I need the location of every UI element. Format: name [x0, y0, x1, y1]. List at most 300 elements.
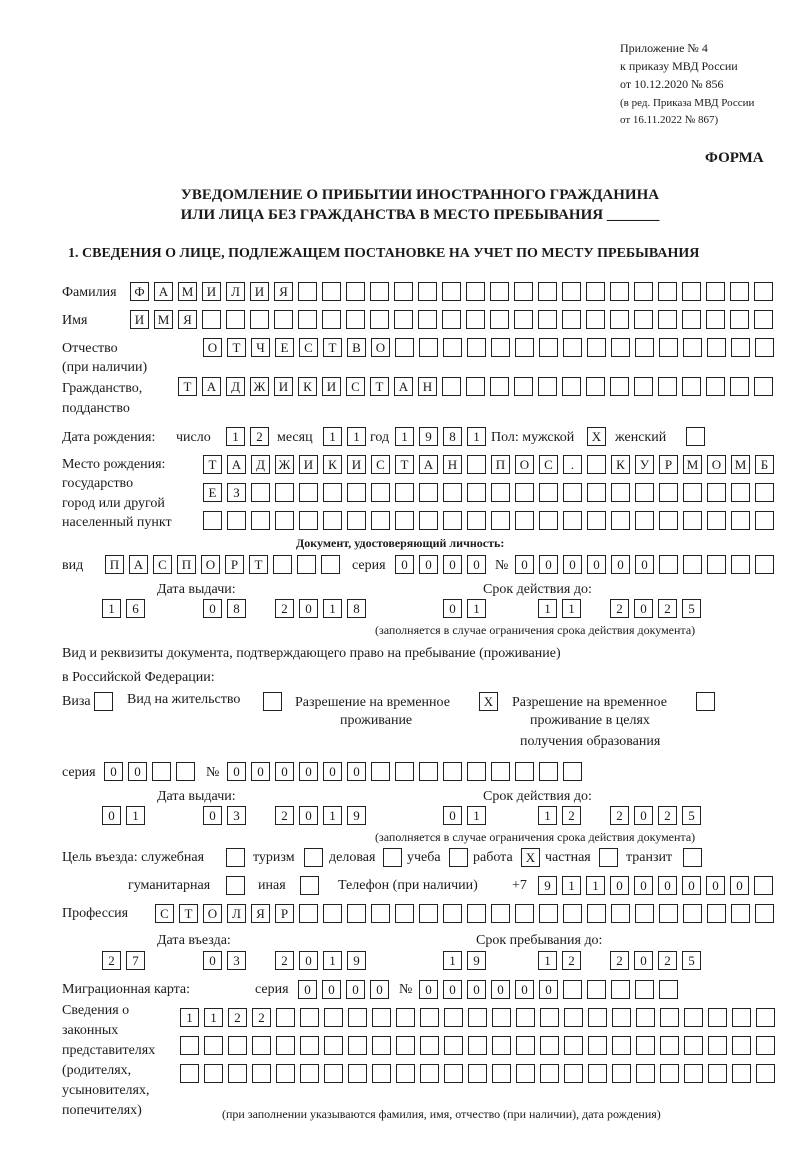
char-box-surname[interactable]	[490, 282, 509, 301]
char-box-birthplace-3[interactable]	[755, 511, 774, 530]
char-box-reps-2[interactable]	[324, 1036, 343, 1055]
char-box-profession[interactable]	[539, 904, 558, 923]
char-box-name[interactable]: М	[154, 310, 173, 329]
checkbox-p-transit[interactable]	[683, 848, 702, 867]
char-box-reps-3[interactable]	[684, 1064, 703, 1083]
char-box-birthplace-3[interactable]	[659, 511, 678, 530]
char-box-profession[interactable]	[587, 904, 606, 923]
char-box-id-kind[interactable]: О	[201, 555, 220, 574]
char-box-citizenship[interactable]	[562, 377, 581, 396]
char-box-reps-1[interactable]: 2	[252, 1008, 271, 1027]
char-box-reps-1[interactable]	[588, 1008, 607, 1027]
char-box-id-number[interactable]: 0	[587, 555, 606, 574]
char-box-id-kind[interactable]	[297, 555, 316, 574]
char-box-profession[interactable]	[563, 904, 582, 923]
char-box-id-valid-year[interactable]: 0	[634, 599, 653, 618]
char-box-id-valid-month[interactable]: 1	[562, 599, 581, 618]
char-box-name[interactable]	[466, 310, 485, 329]
char-box-reps-3[interactable]	[612, 1064, 631, 1083]
char-box-patronymic[interactable]	[683, 338, 702, 357]
char-box-surname[interactable]	[634, 282, 653, 301]
char-box-birthplace-2[interactable]	[347, 483, 366, 502]
char-box-birthplace-2[interactable]: З	[227, 483, 246, 502]
char-box-reps-1[interactable]	[732, 1008, 751, 1027]
char-box-id-kind[interactable]: П	[177, 555, 196, 574]
char-box-name[interactable]	[706, 310, 725, 329]
checkbox-residence[interactable]	[263, 692, 282, 711]
char-box-birth-month[interactable]: 1	[323, 427, 342, 446]
char-box-surname[interactable]: Ф	[130, 282, 149, 301]
char-box-birthplace-2[interactable]	[539, 483, 558, 502]
char-box-patronymic[interactable]	[635, 338, 654, 357]
char-box-citizenship[interactable]: Т	[178, 377, 197, 396]
char-box-entry-year[interactable]: 1	[323, 951, 342, 970]
checkbox-p-work[interactable]: X	[521, 848, 540, 867]
char-box-name[interactable]	[322, 310, 341, 329]
char-box-reps-2[interactable]	[492, 1036, 511, 1055]
char-box-profession[interactable]: Р	[275, 904, 294, 923]
char-box-birthplace-1[interactable]: Б	[755, 455, 774, 474]
char-box-surname[interactable]	[538, 282, 557, 301]
char-box-birthplace-1[interactable]: И	[299, 455, 318, 474]
char-box-id-valid-day[interactable]: 1	[467, 599, 486, 618]
char-box-reps-1[interactable]	[276, 1008, 295, 1027]
char-box-profession[interactable]: Л	[227, 904, 246, 923]
char-box-reps-1[interactable]: 1	[180, 1008, 199, 1027]
char-box-reps-2[interactable]	[228, 1036, 247, 1055]
char-box-citizenship[interactable]	[514, 377, 533, 396]
char-box-profession[interactable]: Т	[179, 904, 198, 923]
char-box-phone[interactable]: 0	[706, 876, 725, 895]
char-box-surname[interactable]	[586, 282, 605, 301]
char-box-citizenship[interactable]	[706, 377, 725, 396]
checkbox-p-business[interactable]	[383, 848, 402, 867]
char-box-birthplace-1[interactable]: П	[491, 455, 510, 474]
char-box-profession[interactable]	[371, 904, 390, 923]
char-box-birthplace-2[interactable]	[323, 483, 342, 502]
char-box-birthplace-2[interactable]	[563, 483, 582, 502]
char-box-name[interactable]	[682, 310, 701, 329]
char-box-mc-number[interactable]	[587, 980, 606, 999]
char-box-birthplace-1[interactable]: А	[419, 455, 438, 474]
char-box-name[interactable]	[634, 310, 653, 329]
char-box-reps-2[interactable]	[396, 1036, 415, 1055]
char-box-id-number[interactable]: 0	[539, 555, 558, 574]
char-box-citizenship[interactable]	[466, 377, 485, 396]
char-box-entry-month[interactable]: 0	[203, 951, 222, 970]
char-box-patronymic[interactable]	[731, 338, 750, 357]
char-box-reps-1[interactable]	[348, 1008, 367, 1027]
char-box-birthplace-3[interactable]	[371, 511, 390, 530]
char-box-birthplace-2[interactable]: Е	[203, 483, 222, 502]
char-box-phone[interactable]: 0	[682, 876, 701, 895]
char-box-name[interactable]: Я	[178, 310, 197, 329]
char-box-surname[interactable]	[730, 282, 749, 301]
char-box-stay-day[interactable]: 1	[443, 951, 462, 970]
char-box-reps-2[interactable]	[708, 1036, 727, 1055]
char-box-reps-1[interactable]: 1	[204, 1008, 223, 1027]
char-box-birthplace-3[interactable]	[419, 511, 438, 530]
char-box-reps-3[interactable]	[228, 1064, 247, 1083]
checkbox-temp-residence[interactable]: X	[479, 692, 498, 711]
char-box-birthplace-1[interactable]: О	[707, 455, 726, 474]
char-box-right-valid-day[interactable]: 0	[443, 806, 462, 825]
char-box-profession[interactable]	[755, 904, 774, 923]
char-box-birthplace-3[interactable]	[275, 511, 294, 530]
char-box-birthplace-2[interactable]	[371, 483, 390, 502]
char-box-birthplace-1[interactable]	[587, 455, 606, 474]
char-box-id-valid-year[interactable]: 2	[610, 599, 629, 618]
char-box-birthplace-1[interactable]: К	[323, 455, 342, 474]
char-box-birthplace-3[interactable]	[395, 511, 414, 530]
char-box-citizenship[interactable]: А	[202, 377, 221, 396]
char-box-mc-number[interactable]	[563, 980, 582, 999]
char-box-name[interactable]	[730, 310, 749, 329]
char-box-id-series[interactable]: 0	[419, 555, 438, 574]
char-box-mc-series[interactable]: 0	[298, 980, 317, 999]
char-box-surname[interactable]: И	[250, 282, 269, 301]
char-box-id-kind[interactable]: Т	[249, 555, 268, 574]
char-box-right-valid-year[interactable]: 5	[682, 806, 701, 825]
char-box-birthplace-1[interactable]: М	[731, 455, 750, 474]
char-box-name[interactable]	[346, 310, 365, 329]
char-box-reps-2[interactable]	[276, 1036, 295, 1055]
char-box-citizenship[interactable]: А	[394, 377, 413, 396]
char-box-id-number[interactable]	[683, 555, 702, 574]
char-box-id-series[interactable]: 0	[467, 555, 486, 574]
char-box-id-number[interactable]: 0	[635, 555, 654, 574]
char-box-birthplace-2[interactable]	[683, 483, 702, 502]
char-box-id-valid-year[interactable]: 2	[658, 599, 677, 618]
char-box-stay-day[interactable]: 9	[467, 951, 486, 970]
char-box-reps-1[interactable]	[564, 1008, 583, 1027]
char-box-id-kind[interactable]: Р	[225, 555, 244, 574]
char-box-reps-3[interactable]	[324, 1064, 343, 1083]
char-box-name[interactable]	[538, 310, 557, 329]
char-box-reps-3[interactable]	[276, 1064, 295, 1083]
char-box-name[interactable]	[226, 310, 245, 329]
char-box-patronymic[interactable]: О	[371, 338, 390, 357]
char-box-patronymic[interactable]	[755, 338, 774, 357]
char-box-patronymic[interactable]	[443, 338, 462, 357]
char-box-profession[interactable]	[347, 904, 366, 923]
char-box-reps-3[interactable]	[516, 1064, 535, 1083]
char-box-entry-day[interactable]: 7	[126, 951, 145, 970]
char-box-patronymic[interactable]	[707, 338, 726, 357]
char-box-right-number[interactable]	[467, 762, 486, 781]
char-box-reps-3[interactable]	[636, 1064, 655, 1083]
char-box-citizenship[interactable]	[682, 377, 701, 396]
char-box-reps-1[interactable]	[684, 1008, 703, 1027]
char-box-stay-year[interactable]: 0	[634, 951, 653, 970]
char-box-birthplace-2[interactable]	[659, 483, 678, 502]
char-box-reps-3[interactable]	[420, 1064, 439, 1083]
char-box-birthplace-2[interactable]	[515, 483, 534, 502]
char-box-birthplace-2[interactable]	[299, 483, 318, 502]
char-box-reps-1[interactable]	[468, 1008, 487, 1027]
char-box-right-valid-year[interactable]: 0	[634, 806, 653, 825]
char-box-name[interactable]	[490, 310, 509, 329]
char-box-stay-month[interactable]: 2	[562, 951, 581, 970]
char-box-right-number[interactable]	[491, 762, 510, 781]
char-box-id-valid-day[interactable]: 0	[443, 599, 462, 618]
char-box-citizenship[interactable]	[586, 377, 605, 396]
char-box-profession[interactable]: Я	[251, 904, 270, 923]
char-box-right-issue-day[interactable]: 0	[102, 806, 121, 825]
char-box-patronymic[interactable]: Т	[227, 338, 246, 357]
char-box-reps-3[interactable]	[660, 1064, 679, 1083]
char-box-reps-3[interactable]	[204, 1064, 223, 1083]
char-box-id-series[interactable]: 0	[395, 555, 414, 574]
char-box-reps-2[interactable]	[468, 1036, 487, 1055]
char-box-phone[interactable]: 9	[538, 876, 557, 895]
char-box-surname[interactable]	[562, 282, 581, 301]
char-box-surname[interactable]	[706, 282, 725, 301]
char-box-reps-3[interactable]	[372, 1064, 391, 1083]
char-box-patronymic[interactable]: Е	[275, 338, 294, 357]
char-box-reps-2[interactable]	[588, 1036, 607, 1055]
char-box-id-number[interactable]: 0	[611, 555, 630, 574]
char-box-name[interactable]	[298, 310, 317, 329]
char-box-id-series[interactable]: 0	[443, 555, 462, 574]
char-box-entry-month[interactable]: 3	[227, 951, 246, 970]
char-box-right-issue-year[interactable]: 9	[347, 806, 366, 825]
char-box-phone[interactable]	[754, 876, 773, 895]
char-box-right-valid-year[interactable]: 2	[658, 806, 677, 825]
char-box-profession[interactable]	[611, 904, 630, 923]
char-box-reps-2[interactable]	[516, 1036, 535, 1055]
char-box-birth-day[interactable]: 2	[250, 427, 269, 446]
char-box-mc-number[interactable]: 0	[491, 980, 510, 999]
char-box-right-number[interactable]	[395, 762, 414, 781]
char-box-birthplace-2[interactable]	[251, 483, 270, 502]
checkbox-p-other[interactable]	[300, 876, 319, 895]
char-box-birthplace-1[interactable]: .	[563, 455, 582, 474]
char-box-reps-2[interactable]	[348, 1036, 367, 1055]
char-box-citizenship[interactable]: Д	[226, 377, 245, 396]
char-box-birthplace-3[interactable]	[443, 511, 462, 530]
char-box-birthplace-3[interactable]	[251, 511, 270, 530]
char-box-phone[interactable]: 0	[730, 876, 749, 895]
char-box-mc-series[interactable]: 0	[322, 980, 341, 999]
char-box-profession[interactable]	[299, 904, 318, 923]
char-box-mc-number[interactable]: 0	[467, 980, 486, 999]
char-box-profession[interactable]	[323, 904, 342, 923]
char-box-surname[interactable]	[682, 282, 701, 301]
char-box-name[interactable]	[442, 310, 461, 329]
char-box-right-issue-day[interactable]: 1	[126, 806, 145, 825]
char-box-birthplace-3[interactable]	[299, 511, 318, 530]
char-box-birth-month[interactable]: 1	[347, 427, 366, 446]
char-box-right-valid-day[interactable]: 1	[467, 806, 486, 825]
char-box-right-number[interactable]	[371, 762, 390, 781]
char-box-reps-2[interactable]	[444, 1036, 463, 1055]
char-box-birthplace-3[interactable]	[707, 511, 726, 530]
checkbox-edu-residence[interactable]	[696, 692, 715, 711]
char-box-surname[interactable]: И	[202, 282, 221, 301]
char-box-surname[interactable]: Л	[226, 282, 245, 301]
char-box-citizenship[interactable]	[730, 377, 749, 396]
char-box-profession[interactable]	[467, 904, 486, 923]
char-box-surname[interactable]	[346, 282, 365, 301]
char-box-right-number[interactable]: 0	[323, 762, 342, 781]
char-box-patronymic[interactable]	[539, 338, 558, 357]
char-box-right-number[interactable]	[443, 762, 462, 781]
char-box-profession[interactable]: С	[155, 904, 174, 923]
char-box-profession[interactable]	[635, 904, 654, 923]
char-box-citizenship[interactable]	[754, 377, 773, 396]
char-box-profession[interactable]	[419, 904, 438, 923]
char-box-stay-year[interactable]: 5	[682, 951, 701, 970]
char-box-birthplace-1[interactable]: Н	[443, 455, 462, 474]
char-box-surname[interactable]	[298, 282, 317, 301]
char-box-right-number[interactable]: 0	[227, 762, 246, 781]
char-box-citizenship[interactable]	[658, 377, 677, 396]
char-box-right-issue-year[interactable]: 1	[323, 806, 342, 825]
char-box-surname[interactable]	[514, 282, 533, 301]
char-box-patronymic[interactable]	[611, 338, 630, 357]
char-box-right-series[interactable]	[152, 762, 171, 781]
char-box-birthplace-2[interactable]	[587, 483, 606, 502]
char-box-reps-2[interactable]	[540, 1036, 559, 1055]
char-box-mc-number[interactable]: 0	[443, 980, 462, 999]
char-box-citizenship[interactable]: Ж	[250, 377, 269, 396]
char-box-phone[interactable]: 1	[562, 876, 581, 895]
char-box-reps-1[interactable]	[372, 1008, 391, 1027]
char-box-birthplace-3[interactable]	[563, 511, 582, 530]
char-box-patronymic[interactable]	[659, 338, 678, 357]
checkbox-p-service[interactable]	[226, 848, 245, 867]
char-box-birth-year[interactable]: 9	[419, 427, 438, 446]
char-box-id-kind[interactable]: А	[129, 555, 148, 574]
char-box-surname[interactable]	[370, 282, 389, 301]
char-box-name[interactable]	[418, 310, 437, 329]
char-box-patronymic[interactable]	[563, 338, 582, 357]
char-box-patronymic[interactable]	[467, 338, 486, 357]
char-box-name[interactable]: И	[130, 310, 149, 329]
char-box-reps-2[interactable]	[204, 1036, 223, 1055]
char-box-citizenship[interactable]	[490, 377, 509, 396]
char-box-right-number[interactable]: 0	[347, 762, 366, 781]
char-box-stay-year[interactable]: 2	[610, 951, 629, 970]
char-box-reps-2[interactable]	[660, 1036, 679, 1055]
char-box-reps-3[interactable]	[444, 1064, 463, 1083]
char-box-id-valid-year[interactable]: 5	[682, 599, 701, 618]
char-box-entry-day[interactable]: 2	[102, 951, 121, 970]
char-box-surname[interactable]: Я	[274, 282, 293, 301]
char-box-reps-3[interactable]	[564, 1064, 583, 1083]
char-box-birthplace-2[interactable]	[467, 483, 486, 502]
char-box-id-number[interactable]	[755, 555, 774, 574]
char-box-reps-2[interactable]	[300, 1036, 319, 1055]
char-box-birthplace-3[interactable]	[323, 511, 342, 530]
char-box-surname[interactable]	[610, 282, 629, 301]
char-box-surname[interactable]	[466, 282, 485, 301]
char-box-birthplace-1[interactable]: Р	[659, 455, 678, 474]
char-box-reps-2[interactable]	[732, 1036, 751, 1055]
char-box-name[interactable]	[562, 310, 581, 329]
char-box-stay-year[interactable]: 2	[658, 951, 677, 970]
char-box-patronymic[interactable]	[419, 338, 438, 357]
char-box-id-number[interactable]: 0	[563, 555, 582, 574]
char-box-birthplace-1[interactable]: У	[635, 455, 654, 474]
char-box-birth-day[interactable]: 1	[226, 427, 245, 446]
checkbox-p-tourism[interactable]	[304, 848, 323, 867]
checkbox-visa[interactable]	[94, 692, 113, 711]
char-box-mc-number[interactable]: 0	[419, 980, 438, 999]
char-box-reps-3[interactable]	[396, 1064, 415, 1083]
char-box-name[interactable]	[610, 310, 629, 329]
char-box-birthplace-1[interactable]: Т	[395, 455, 414, 474]
char-box-name[interactable]	[370, 310, 389, 329]
char-box-birthplace-3[interactable]	[203, 511, 222, 530]
char-box-birthplace-3[interactable]	[491, 511, 510, 530]
char-box-citizenship[interactable]	[634, 377, 653, 396]
char-box-name[interactable]	[250, 310, 269, 329]
char-box-birthplace-3[interactable]	[515, 511, 534, 530]
char-box-profession[interactable]	[491, 904, 510, 923]
char-box-birthplace-2[interactable]	[275, 483, 294, 502]
char-box-birthplace-1[interactable]: Т	[203, 455, 222, 474]
char-box-patronymic[interactable]: В	[347, 338, 366, 357]
char-box-phone[interactable]: 0	[658, 876, 677, 895]
char-box-birthplace-3[interactable]	[683, 511, 702, 530]
char-box-birthplace-1[interactable]: М	[683, 455, 702, 474]
char-box-patronymic[interactable]	[491, 338, 510, 357]
char-box-reps-3[interactable]	[180, 1064, 199, 1083]
char-box-reps-1[interactable]	[516, 1008, 535, 1027]
char-box-birthplace-3[interactable]	[587, 511, 606, 530]
char-box-reps-1[interactable]	[396, 1008, 415, 1027]
char-box-reps-3[interactable]	[588, 1064, 607, 1083]
char-box-right-valid-month[interactable]: 1	[538, 806, 557, 825]
char-box-citizenship[interactable]: К	[298, 377, 317, 396]
char-box-reps-2[interactable]	[564, 1036, 583, 1055]
char-box-id-kind[interactable]: П	[105, 555, 124, 574]
char-box-id-kind[interactable]	[273, 555, 292, 574]
char-box-reps-1[interactable]	[612, 1008, 631, 1027]
char-box-right-series[interactable]	[176, 762, 195, 781]
char-box-citizenship[interactable]	[610, 377, 629, 396]
char-box-id-number[interactable]	[707, 555, 726, 574]
char-box-right-issue-year[interactable]: 2	[275, 806, 294, 825]
char-box-surname[interactable]: М	[178, 282, 197, 301]
char-box-profession[interactable]	[731, 904, 750, 923]
char-box-mc-number[interactable]	[659, 980, 678, 999]
char-box-id-issue-year[interactable]: 1	[323, 599, 342, 618]
char-box-right-number[interactable]: 0	[251, 762, 270, 781]
char-box-birthplace-2[interactable]	[443, 483, 462, 502]
char-box-patronymic[interactable]	[515, 338, 534, 357]
char-box-id-issue-month[interactable]: 8	[227, 599, 246, 618]
char-box-id-issue-month[interactable]: 0	[203, 599, 222, 618]
char-box-right-valid-year[interactable]: 2	[610, 806, 629, 825]
char-box-surname[interactable]	[394, 282, 413, 301]
char-box-reps-1[interactable]	[300, 1008, 319, 1027]
char-box-entry-year[interactable]: 0	[299, 951, 318, 970]
char-box-birthplace-3[interactable]	[611, 511, 630, 530]
checkbox-sex-female[interactable]	[686, 427, 705, 446]
char-box-right-number[interactable]	[515, 762, 534, 781]
char-box-reps-1[interactable]	[636, 1008, 655, 1027]
char-box-profession[interactable]	[515, 904, 534, 923]
char-box-reps-1[interactable]	[756, 1008, 775, 1027]
char-box-reps-2[interactable]	[180, 1036, 199, 1055]
char-box-right-number[interactable]: 0	[299, 762, 318, 781]
char-box-stay-month[interactable]: 1	[538, 951, 557, 970]
char-box-id-valid-month[interactable]: 1	[538, 599, 557, 618]
char-box-mc-series[interactable]: 0	[370, 980, 389, 999]
